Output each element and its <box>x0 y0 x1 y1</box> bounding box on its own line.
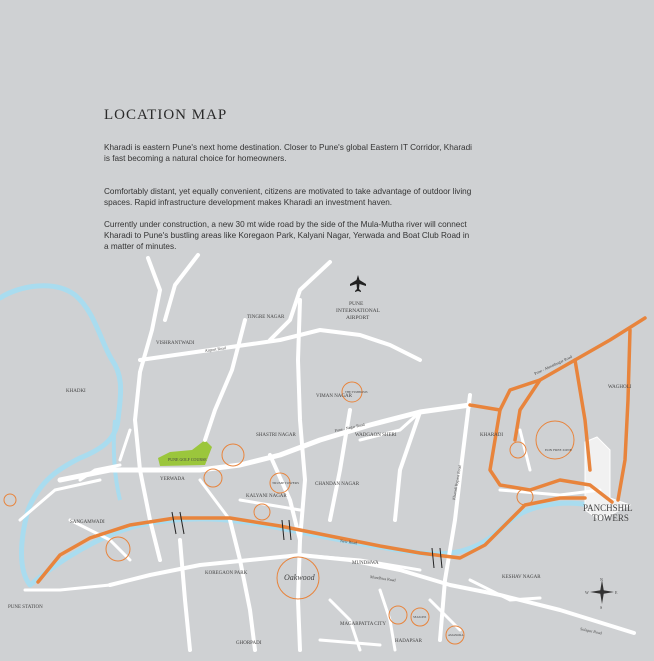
label-panchshil-1: PANCHSHIL <box>583 503 633 513</box>
label-symbiosis: THE SYMBIOSIS <box>345 390 368 394</box>
page-title: LOCATION MAP <box>104 107 228 123</box>
road-labels <box>204 345 602 635</box>
label-eon: EON FREE ZONE <box>545 448 572 452</box>
road-label-airport: Airport Road <box>204 345 227 353</box>
label-shastri-nagar: SHASTRI NAGAR <box>256 433 296 438</box>
road-label-kharadi-bypass: Kharadi Bypass Road <box>451 464 463 501</box>
label-airport-2: INTERNATIONAL <box>336 308 380 314</box>
golf-course-area <box>158 440 212 466</box>
road-label-mundhwa: Mundhwa Road <box>369 574 396 583</box>
compass-e: E <box>615 590 618 595</box>
road-label-nagar: Pune - Nagar Road <box>334 421 366 433</box>
compass-w: W <box>585 590 589 595</box>
label-pune-station: PUNE STATION <box>8 605 43 610</box>
label-chandan-nagar: CHANDAN NAGAR <box>315 482 360 487</box>
intro-paragraph: Kharadi is eastern Pune's next home destination. Closer to Pune's global Eastern IT Corridor, Kharadi is fast becoming a natural choice for homeowners. <box>104 143 472 164</box>
lifestyle-paragraph: Comfortably distant, yet equally convenient, citizens are motivated to take advantage of outdoor living spaces. Rapid infrastructure development makes Kharadi an investment haven. <box>104 187 472 208</box>
road-label-new-road: New Road <box>339 538 358 546</box>
label-golf-course: PUNE GOLF COURSE <box>168 457 207 462</box>
compass-icon <box>590 580 614 604</box>
landmark-circles <box>4 382 574 644</box>
label-magarpatta-city: MAGARPATTA CITY <box>340 622 386 627</box>
label-kalyani-nagar: KALYANI NAGAR <box>246 494 287 499</box>
label-keshav-nagar: KESHAV NAGAR <box>502 575 541 580</box>
road-label-solapur: Solapur Road <box>579 626 603 636</box>
label-hadapsar: HADAPSAR <box>395 639 422 644</box>
label-panchshil-2: TOWERS <box>592 513 629 523</box>
label-yerwada: YERWADA <box>160 477 185 482</box>
label-ghorpadi: GHORPADI <box>236 641 262 646</box>
road-label-ahmednagar: Pune - Ahmednagar Road <box>533 353 573 376</box>
airplane-icon <box>350 275 366 292</box>
label-wagholi: WAGHOLI <box>608 385 632 390</box>
compass-n: N <box>600 577 603 582</box>
label-tingre-nagar: TINGRE NAGAR <box>247 315 285 320</box>
label-airport-3: AIRPORT <box>346 315 370 321</box>
label-sangamwadi: SANGAMWADI <box>70 520 105 525</box>
label-trump: TRUMP TOWERS <box>272 481 300 485</box>
label-kharadi: KHARADI <box>480 433 504 438</box>
label-oakwood: Oakwood <box>284 573 315 582</box>
label-mundhwa: MUNDHWA <box>352 561 379 566</box>
label-amanora: AMANORA <box>448 633 464 637</box>
label-koregaon-park: KOREGAON PARK <box>205 571 248 576</box>
label-airport-1: PUNE <box>349 301 364 307</box>
label-khadki: KHADKI <box>66 389 86 394</box>
label-seasons: SEASONS <box>413 615 427 619</box>
label-wadgaon-sheri: WADGAON SHERI <box>355 433 397 438</box>
label-viman-nagar: VIMAN NAGAR <box>316 394 352 399</box>
label-vishrantwadi: VISHRANTWADI <box>156 341 195 346</box>
compass-s: S <box>600 605 603 610</box>
infrastructure-paragraph: Currently under construction, a new 30 mt wide road by the side of the Mula-Mutha river will connect Kharadi to Pune's bustling areas like Koregaon Park, Kalyani Nagar, Yerwada and Boat Club Road in a matter of minutes. <box>104 220 470 252</box>
